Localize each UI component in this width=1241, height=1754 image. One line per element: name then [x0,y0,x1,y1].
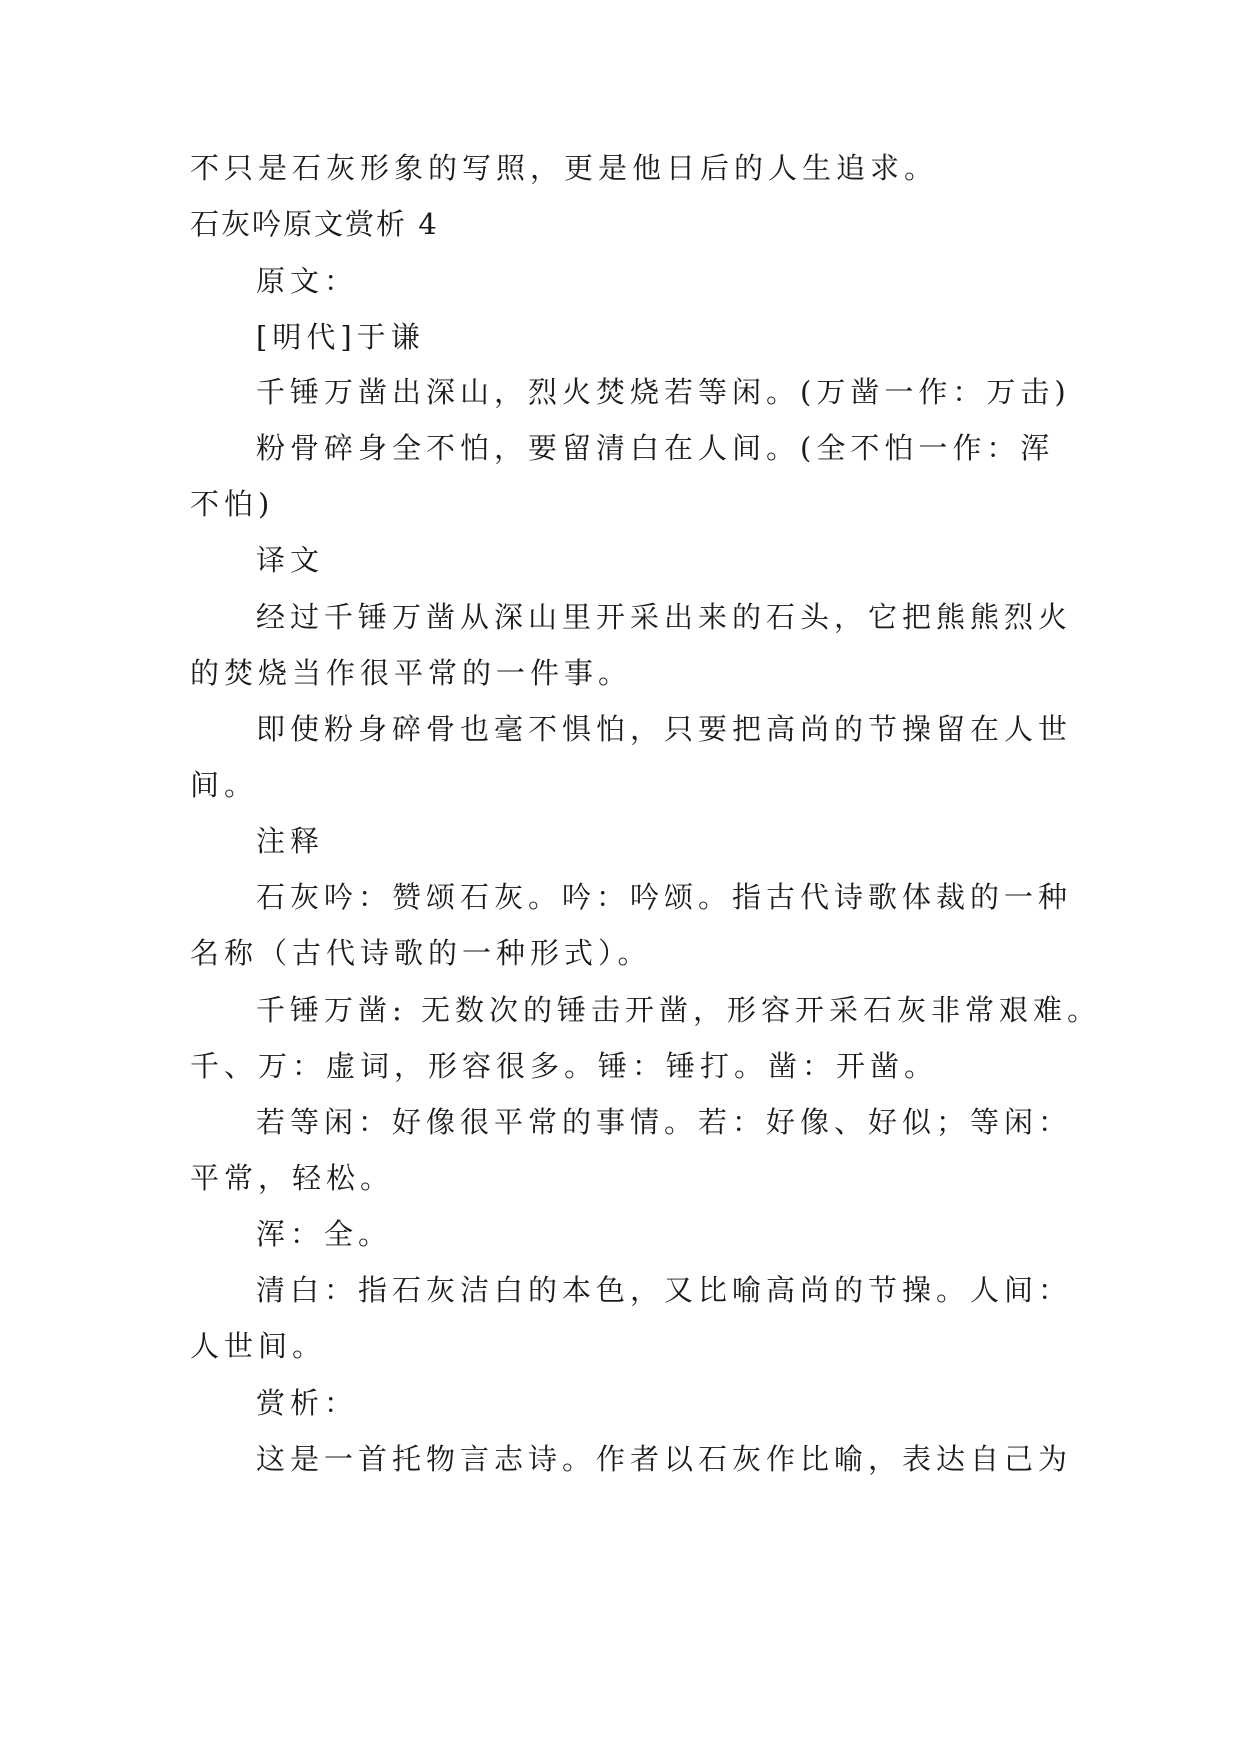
text-line: 不只是石灰形象的写照，更是他日后的人生追求。 [190,151,939,185]
text-line: 原文： [256,264,359,298]
text-line: [明代]于谦 [256,320,425,354]
text-line: 名称（古代诗歌的一种形式）。 [190,936,652,970]
text-line: 这是一首托物言志诗。作者以石灰作比喻，表达自己为 [256,1442,1073,1476]
text-line: 千、万：虚词，形容很多。锤：锤打。凿：开凿。 [190,1049,939,1083]
text-line: 经过千锤万凿从深山里开采出来的石头，它把熊熊烈火 [256,600,1073,634]
section-title: 石灰吟原文赏析 4 [190,207,439,241]
text-line: 清白：指石灰洁白的本色，又比喻高尚的节操。人间： [256,1273,1073,1307]
text-line: 若等闲：好像很平常的事情。若：好像、好似；等闲： [256,1105,1073,1139]
text-line: 千锤万凿: 无数次的锤击开凿，形容开采石灰非常艰难。 [256,993,1101,1027]
text-line: 不怕) [190,487,275,521]
text-line: 赏析： [256,1386,359,1420]
poem-line: 粉骨碎身全不怕，要留清白在人间。(全不怕一作：浑 [256,431,1055,465]
text-line: 石灰吟：赞颂石灰。吟：吟颂。指古代诗歌体裁的一种 [256,880,1073,914]
text-line: 人世间。 [190,1329,327,1363]
text-line: 平常，轻松。 [190,1161,395,1195]
text-line: 译文 [256,543,325,577]
text-line: 的焚烧当作很平常的一件事。 [190,656,633,690]
poem-line: 千锤万凿出深山，烈火焚烧若等闲。(万凿一作：万击) [256,375,1071,409]
text-line: 注释 [256,824,325,858]
text-line: 浑：全。 [256,1217,393,1251]
text-line: 间。 [190,768,259,802]
text-line: 即使粉身碎骨也毫不惧怕，只要把高尚的节操留在人世 [256,712,1073,746]
